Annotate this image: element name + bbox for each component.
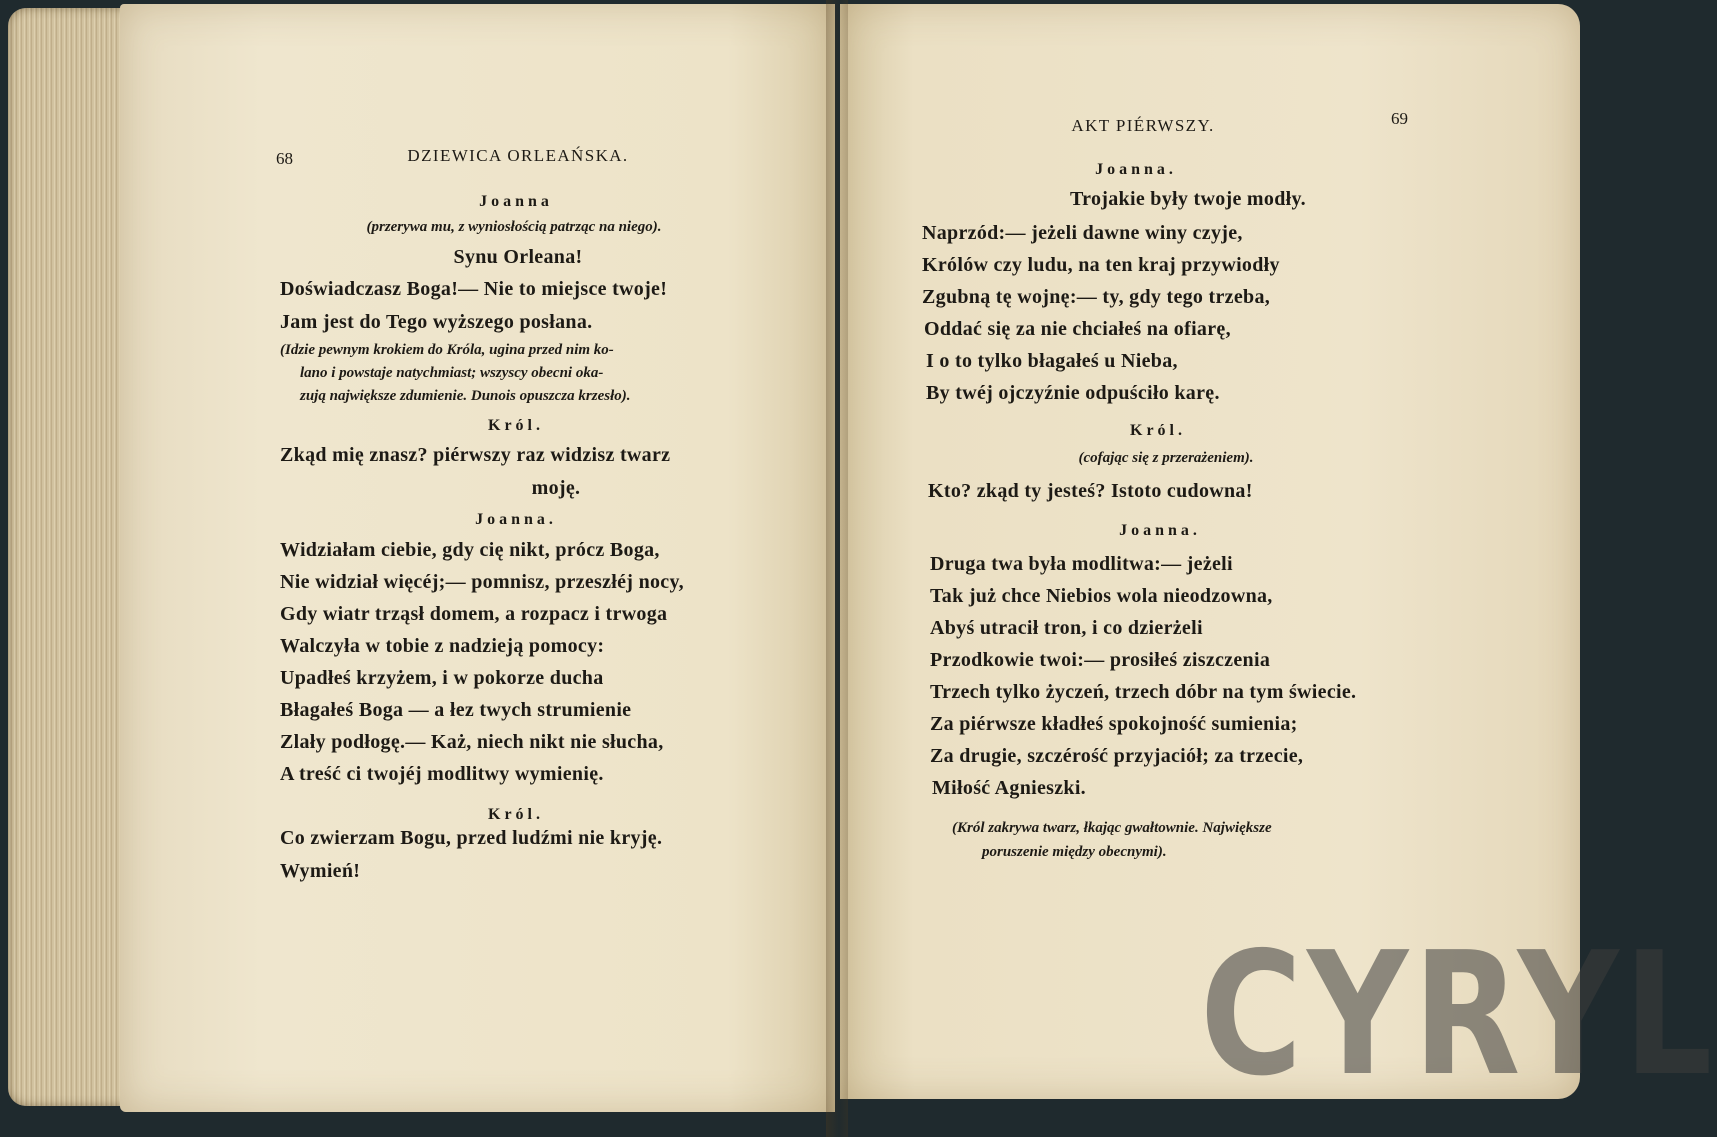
verse-line: Miłość Agnieszki.	[932, 777, 1086, 799]
verse-line: Doświadczasz Boga!— Nie to miejsce twoje!	[280, 278, 668, 300]
verse-line: Zlały podłogę.— Każ, niech nikt nie słucha,	[280, 731, 664, 753]
running-head: DZIEWICA ORLEAŃSKA.	[407, 146, 629, 165]
verse-line: A treść ci twojéj modlitwy wymienię.	[280, 763, 604, 785]
verse-line: Królów czy ludu, na ten kraj przywiodły	[922, 254, 1280, 276]
verse-line: Naprzód:— jeżeli dawne winy czyje,	[922, 222, 1243, 244]
verse-line: Zkąd mię znasz? piérwszy raz widzisz twarz	[280, 444, 671, 466]
verse-line: Kto? zkąd ty jesteś? Istoto cudowna!	[928, 480, 1253, 502]
speaker-name: Król.	[1130, 422, 1186, 439]
stage-direction: zują największe zdumienie. Dunois opuszcza krzesło).	[300, 388, 631, 404]
running-head: AKT PIÉRWSZY.	[1071, 116, 1215, 135]
verse-line: Abyś utracił tron, i co dzierżeli	[930, 617, 1203, 639]
verse-line: Walczyła w tobie z nadzieją pomocy:	[280, 635, 605, 657]
verse-line: Błagałeś Boga — a łez twych strumienie	[280, 699, 632, 721]
stage-direction: (cofając się z przerażeniem).	[1078, 450, 1254, 466]
verse-line: By twéj ojczyźnie odpuściło karę.	[926, 382, 1220, 404]
verse-line: Zgubną tę wojnę:— ty, gdy tego trzeba,	[922, 286, 1271, 308]
verse-line: Oddać się za nie chciałeś na ofiarę,	[924, 318, 1231, 340]
watermark-logo: CYRYL	[1200, 916, 1717, 1114]
speaker-name: Joanna.	[1119, 522, 1201, 539]
verse-line: I o to tylko błagałeś u Nieba,	[926, 350, 1178, 372]
verse-line: Jam jest do Tego wyższego posłana.	[280, 311, 593, 333]
verse-line: Trojakie były twoje modły.	[1070, 188, 1306, 210]
verse-line: Widziałam ciebie, gdy cię nikt, prócz Boga,	[280, 539, 660, 561]
speaker-name: Joanna.	[1095, 161, 1177, 178]
verse-line: Upadłeś krzyżem, i w pokorze ducha	[280, 667, 604, 689]
speaker-name: Joanna.	[475, 511, 557, 528]
stage-direction: (Idzie pewnym krokiem do Króla, ugina przed nim ko-	[280, 342, 614, 358]
verse-line: Gdy wiatr trząsł domem, a rozpacz i trwoga	[280, 603, 668, 625]
verse-line: Co zwierzam Bogu, przed ludźmi nie kryję.	[280, 827, 663, 849]
verse-line: Trzech tylko życzeń, trzech dóbr na tym świecie.	[930, 681, 1357, 703]
verse-line: Tak już chce Niebios wola nieodzowna,	[930, 585, 1273, 607]
book-gutter	[826, 0, 848, 1137]
stage-direction: poruszenie między obecnymi).	[982, 844, 1167, 860]
page-number: 68	[276, 149, 293, 168]
stage-direction: (przerywa mu, z wyniosłością patrząc na niego).	[366, 219, 662, 235]
verse-line: moję.	[531, 477, 581, 499]
speaker-name: Król.	[488, 806, 544, 823]
page-number: 69	[1391, 109, 1408, 128]
verse-line: Za piérwsze kładłeś spokojność sumienia;	[930, 713, 1298, 735]
verse-line: Druga twa była modlitwa:— jeżeli	[930, 553, 1233, 575]
verse-line: Za drugie, szczérość przyjaciół; za trzecie,	[930, 745, 1304, 767]
verse-line: Synu Orleana!	[453, 246, 583, 268]
verse-line: Nie widział więcéj;— pomnisz, przeszłéj nocy,	[280, 571, 684, 593]
stage-direction: lano i powstaje natychmiast; wszyscy obecni oka-	[300, 365, 604, 381]
verse-line: Wymień!	[280, 860, 361, 882]
stage-direction: (Król zakrywa twarz, łkając gwałtownie. Największe	[952, 820, 1272, 836]
speaker-name: Król.	[488, 417, 544, 434]
speaker-name: Joanna	[479, 193, 553, 210]
verse-line: Przodkowie twoi:— prosiłeś ziszczenia	[930, 649, 1271, 671]
